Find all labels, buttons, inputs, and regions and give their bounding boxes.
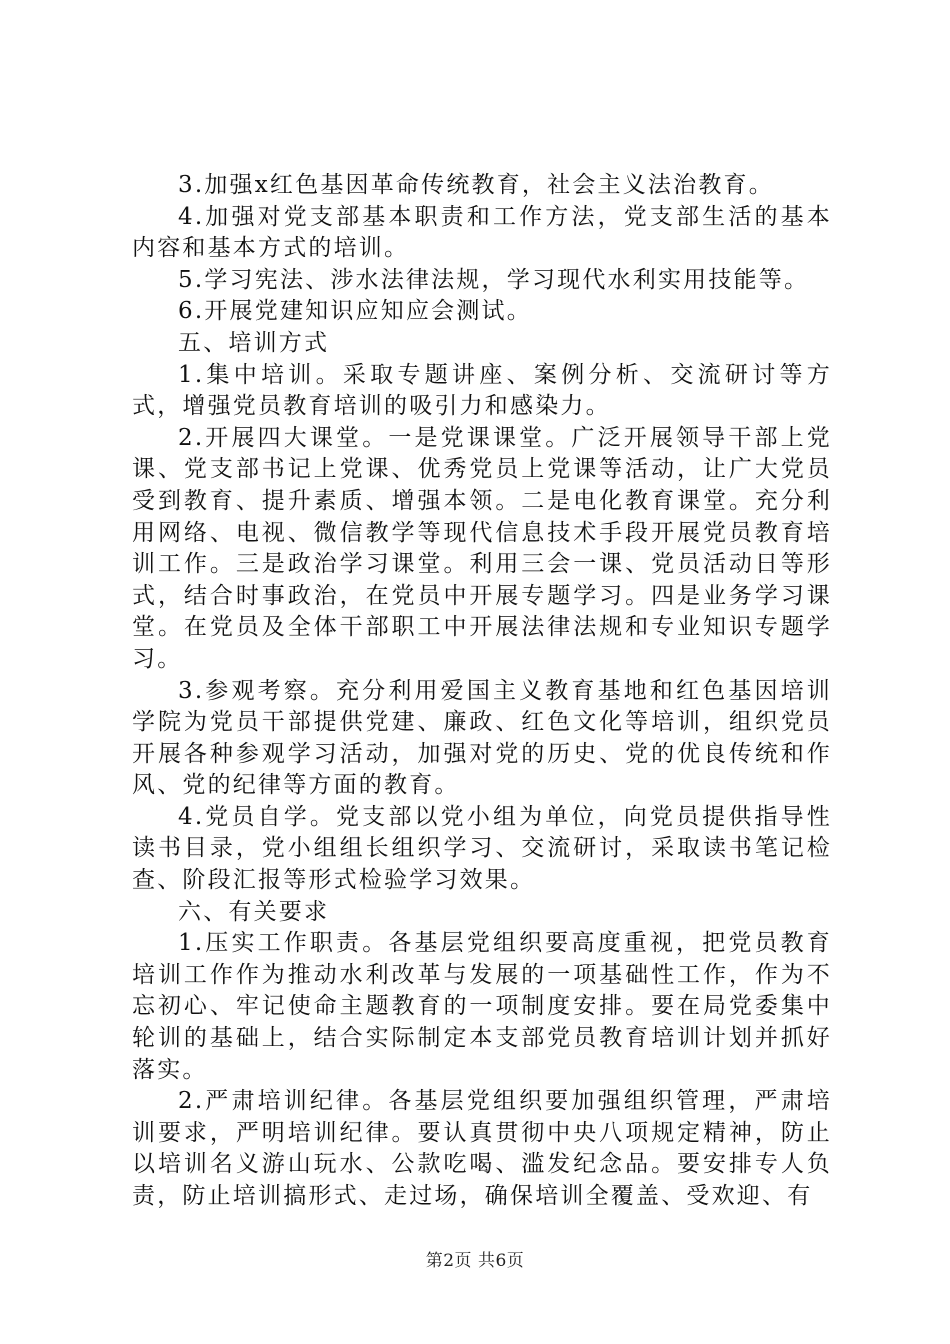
paragraph-item-5: 5.学习宪法、涉水法律法规，学习现代水利实用技能等。 [178,266,810,293]
paragraph-discipline: 2.严肃培训纪律。各基层党组织要加强组织管理，严肃培训要求，严明培训纪律。要认真贯彻中央八项规定精神，防止以培训名义游山玩水、公款吃喝、滥发纪念品。要安排专人负责，防止培训搞形式、走过场，确保培训全覆盖、受欢迎、有 [132,1088,832,1209]
section-heading-requirements: 六、有关要求 [178,898,330,925]
paragraph-item-3: 3.加强x红色基因革命传统教育，社会主义法治教育。 [178,172,774,198]
paragraph-centralized-training: 1.集中培训。采取专题讲座、案例分析、交流研讨等方式，增强党员教育培训的吸引力和感染力。 [132,361,832,420]
section-heading-training-methods: 五、培训方式 [178,329,330,356]
paragraph-site-visits: 3.参观考察。充分利用爱国主义教育基地和红色基因培训学院为党员干部提供党建、廉政、红色文化等培训，组织党员开展各种参观学习活动，加强对党的历史、党的优良传统和作风、党的纪律等方面的教育。 [132,677,832,799]
page-number-footer: 第2页 共6页 [425,1251,525,1271]
paragraph-four-classrooms: 2.开展四大课堂。一是党课课堂。广泛开展领导干部上党课、党支部书记上党课、优秀党员上党课等活动，让广大党员受到教育、提升素质、增强本领。二是电化教育课堂。充分利用网络、电视、微信教学等现代信息技术手段开展党员教育培训工作。三是政治学习课堂。利用三会一课、党员活动日等形式，结合时事政治，在党员中开展专题学习。四是业务学习课堂。在党员及全体干部职工中开展法律法规和专业知识专题学习。 [132,424,832,672]
paragraph-item-6: 6.开展党建知识应知应会测试。 [178,298,532,325]
paragraph-item-4: 4.加强对党支部基本职责和工作方法，党支部生活的基本内容和基本方式的培训。 [132,203,832,262]
document-body [132,170,832,1213]
paragraph-self-study: 4.党员自学。党支部以党小组为单位，向党员提供指导性读书目录，党小组组长组织学习、交流研讨，采取读书笔记检查、阶段汇报等形式检验学习效果。 [132,803,832,894]
paragraph-responsibilities: 1.压实工作职责。各基层党组织要高度重视，把党员教育培训工作作为推动水利改革与发展的一项基础性工作，作为不忘初心、牢记使命主题教育的一项制度安排。要在局党委集中轮训的基础上，结合实际制定本支部党员教育培训计划并抓好落实。 [132,930,832,1083]
